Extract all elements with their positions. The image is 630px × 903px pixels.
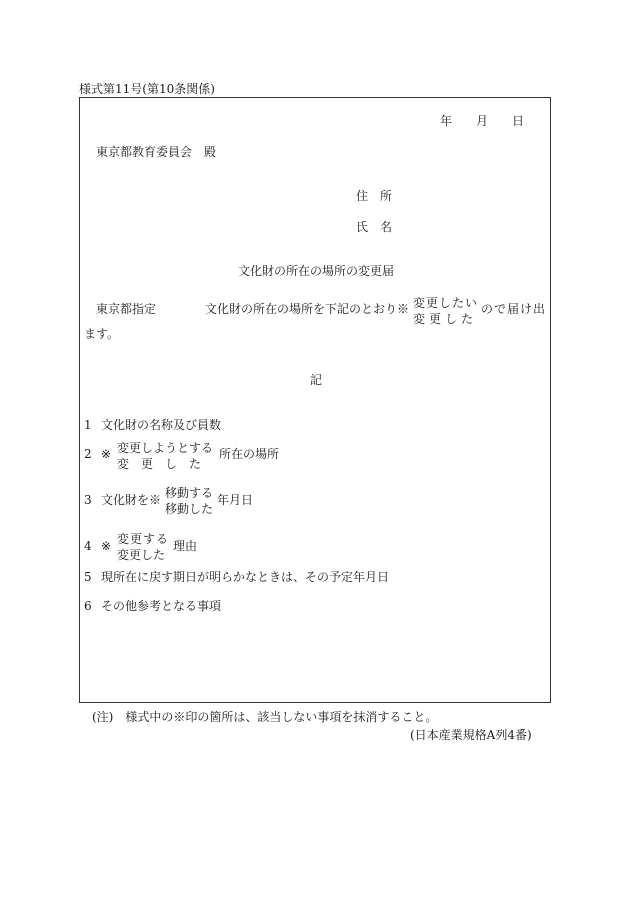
addressee: 東京都教育委員会 殿 <box>96 145 217 159</box>
item4-mark: ※ <box>101 539 112 553</box>
body-continuation: ます。 <box>84 327 120 341</box>
body-choice <box>413 295 478 327</box>
body-prefix: 東京都指定 <box>96 302 157 316</box>
body-choice-bottom: 変更した <box>413 312 478 326</box>
item3-choice <box>165 485 213 517</box>
applicant-name-label: 氏 名 <box>356 220 393 234</box>
form-number: 様式第11号(第10条関係) <box>79 82 215 96</box>
footnote: (注) 様式中の※印の箇所は、該当しない事項を抹消すること。 <box>92 710 438 724</box>
item1-text: 文化財の名称及び員数 <box>101 418 222 432</box>
body-middle: 文化財の所在の場所を下記のとおり※ <box>205 302 410 316</box>
item2-text: 所在の場所 <box>219 447 280 461</box>
item2-number: 2 <box>84 447 92 461</box>
item3-text: 年月日 <box>217 493 254 507</box>
date-day: 日 <box>512 114 525 128</box>
item2-choice <box>117 440 213 472</box>
document-title: 文化財の所在の場所の変更届 <box>238 264 395 278</box>
item4-number: 4 <box>84 539 92 553</box>
date-month: 月 <box>476 114 489 128</box>
item3-number: 3 <box>84 493 92 507</box>
paper-size-note: (日本産業規格A列4番) <box>410 728 532 742</box>
item2-choice-top: 変更しようとする <box>117 441 214 455</box>
item3-choice-top: 移動する <box>165 486 214 500</box>
item3-choice-bottom: 移動した <box>165 502 214 516</box>
ki-heading: 記 <box>310 373 323 387</box>
date-year: 年 <box>440 114 453 128</box>
applicant-address-label: 住 所 <box>356 189 393 203</box>
item4-choice-bottom: 変更した <box>117 548 166 562</box>
item3-prefix: 文化財を※ <box>101 493 162 507</box>
item1-number: 1 <box>84 418 92 432</box>
item5-number: 5 <box>84 570 92 584</box>
item2-choice-bottom: 変 更 し た <box>117 457 202 471</box>
item4-choice-top: 変更する <box>117 532 170 546</box>
item6-text: その他参考となる事項 <box>101 599 222 613</box>
body-suffix: ので届け出 <box>481 302 547 316</box>
item4-choice <box>117 531 169 563</box>
item2-mark: ※ <box>101 447 112 461</box>
item6-number: 6 <box>84 599 92 613</box>
item5-text: 現所在に戻す期日が明らかなときは、その予定年月日 <box>101 570 390 584</box>
body-choice-top: 変更したい <box>413 296 479 310</box>
item4-text: 理由 <box>173 539 198 553</box>
